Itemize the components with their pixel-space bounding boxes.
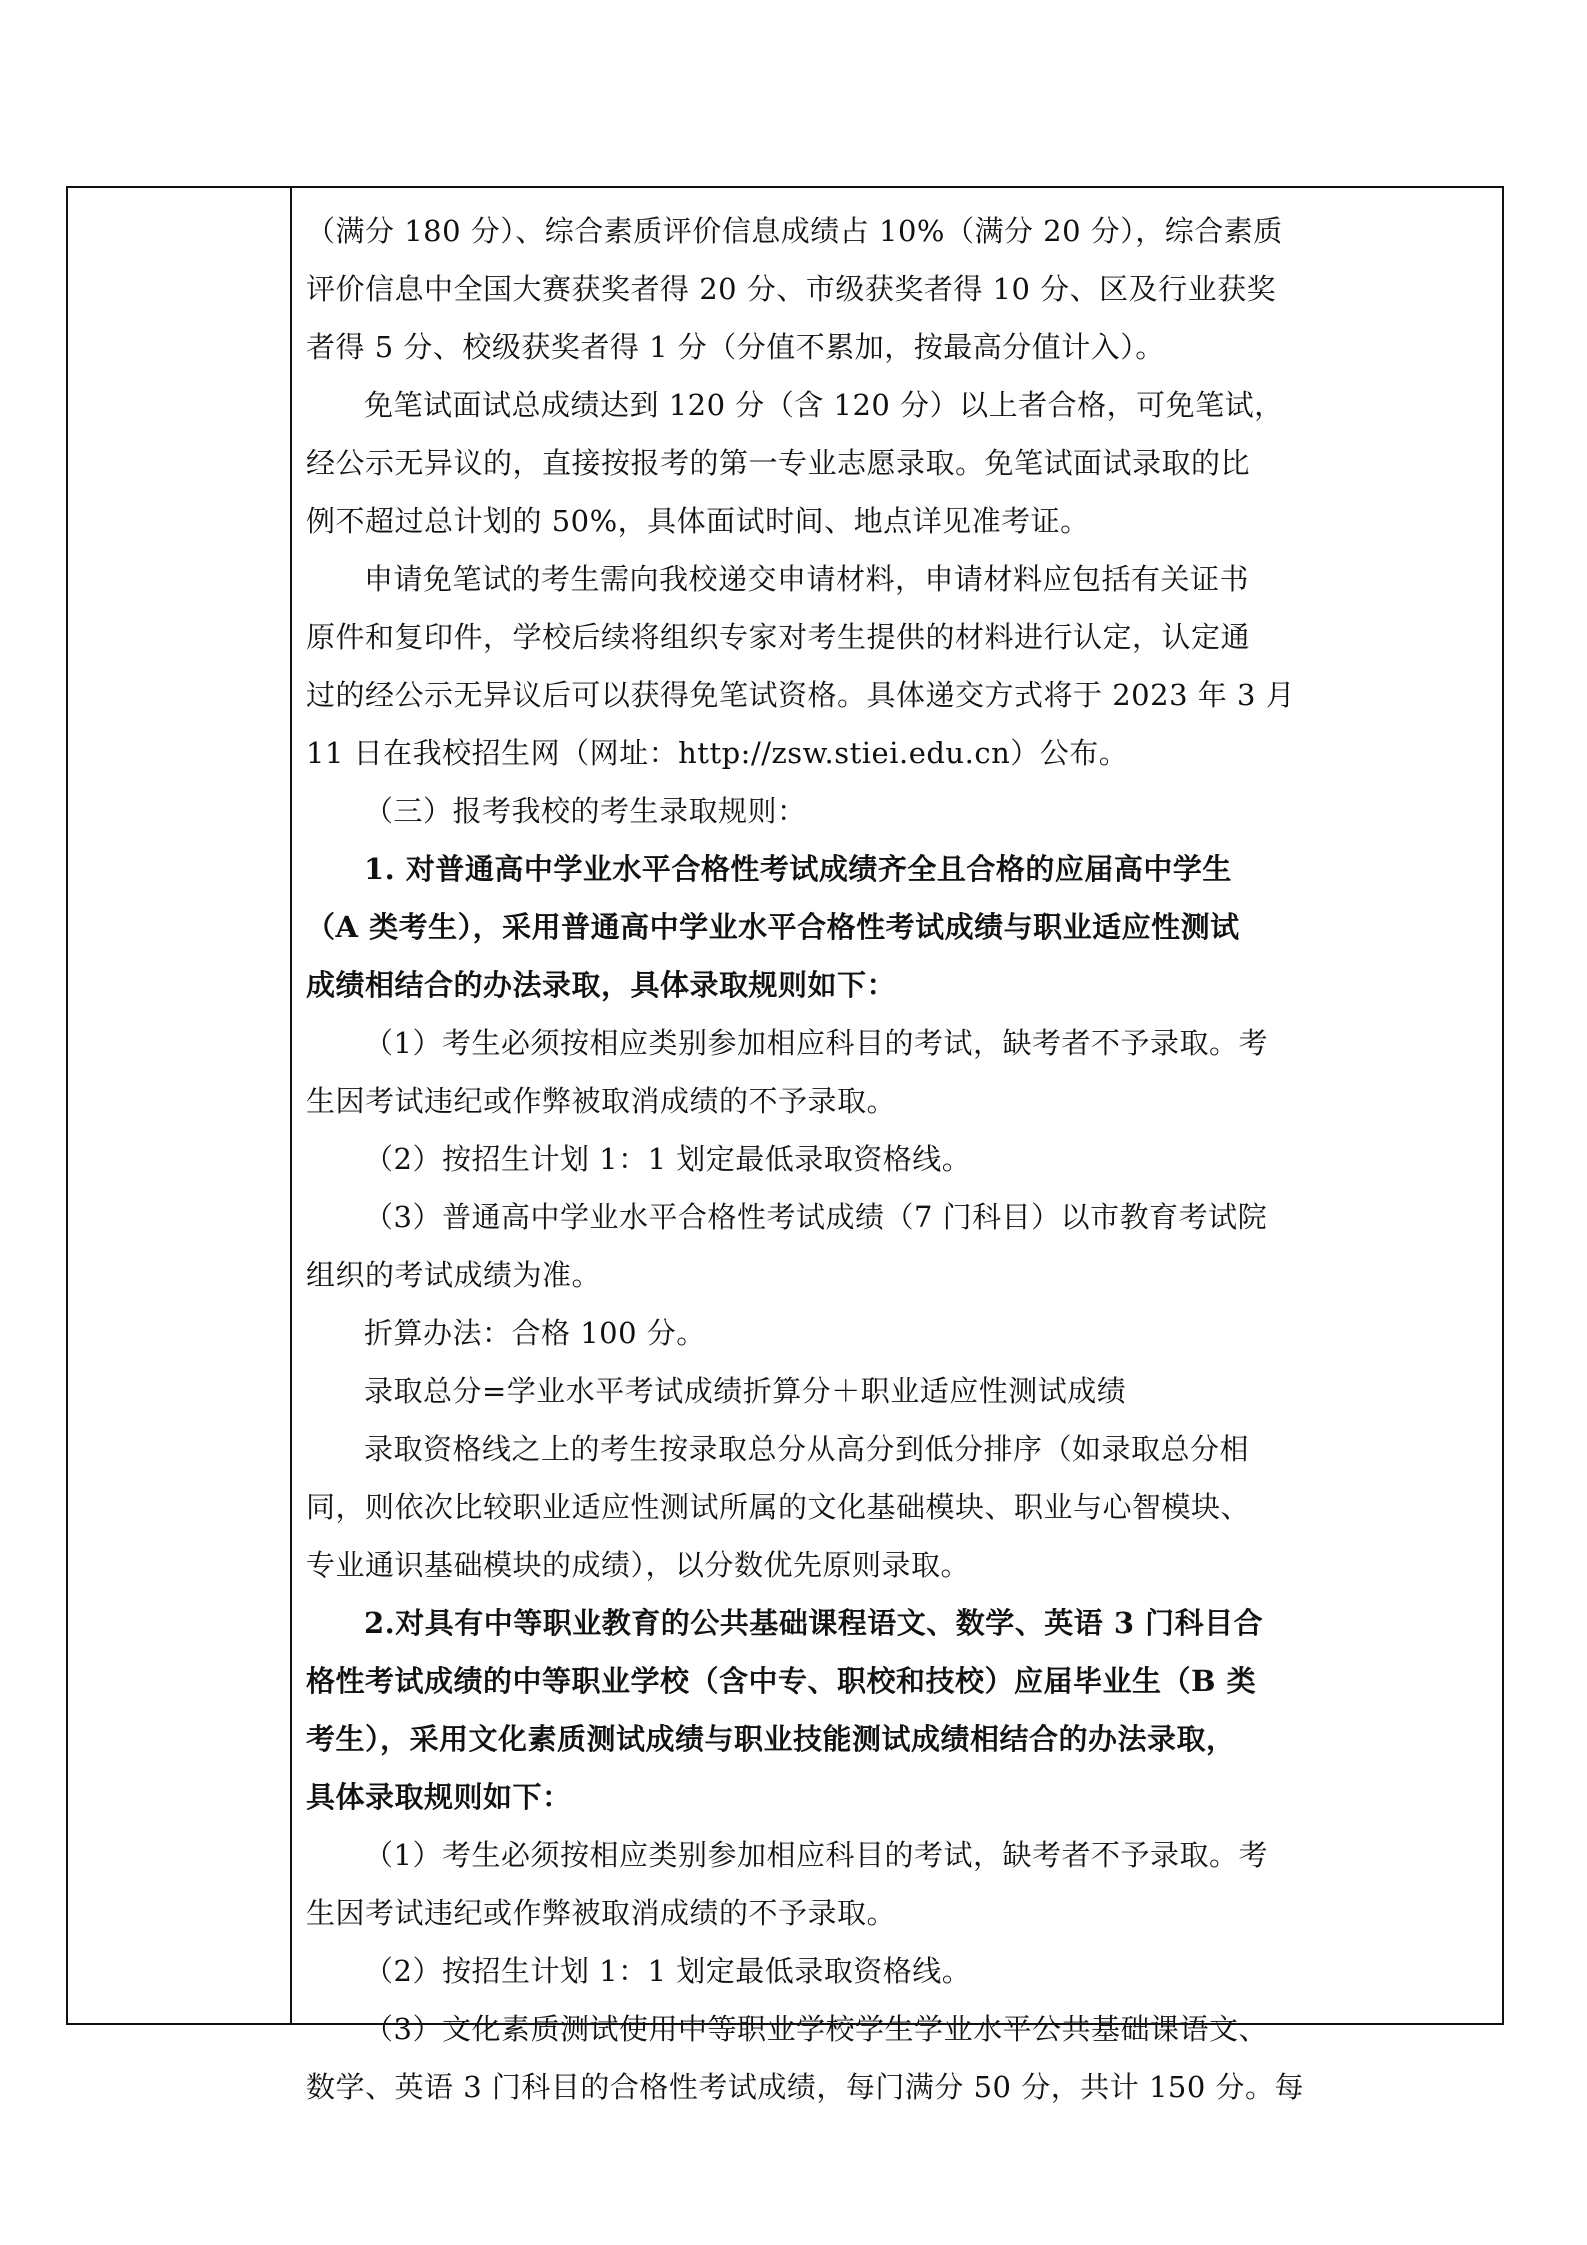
- text-line: 生因考试违纪或作弊被取消成绩的不予录取。: [306, 1084, 897, 1118]
- text-line: 原件和复印件，学校后续将组织专家对考生提供的材料进行认定，认定通: [306, 620, 1251, 654]
- text-line: 成绩相结合的办法录取，具体录取规则如下：: [306, 968, 897, 1002]
- text-line: （1）考生必须按相应类别参加相应科目的考试，缺考者不予录取。考: [364, 1838, 1268, 1872]
- text-line: 2.对具有中等职业教育的公共基础课程语文、数学、英语 3 门科目合: [364, 1606, 1264, 1640]
- text-line: 1. 对普通高中学业水平合格性考试成绩齐全且合格的应届高中学生: [364, 852, 1232, 886]
- text-line: 折算办法：合格 100 分。: [364, 1316, 706, 1350]
- text-line: 过的经公示无异议后可以获得免笔试资格。具体递交方式将于 2023 年 3 月: [306, 678, 1296, 712]
- text-line: 专业通识基础模块的成绩），以分数优先原则录取。: [306, 1548, 971, 1582]
- text-line: 录取总分=学业水平考试成绩折算分＋职业适应性测试成绩: [364, 1374, 1127, 1408]
- text-line: （A 类考生），采用普通高中学业水平合格性考试成绩与职业适应性测试: [306, 910, 1240, 944]
- text-line: 格性考试成绩的中等职业学校（含中专、职校和技校）应届毕业生（B 类: [306, 1664, 1257, 1698]
- text-line: 11 日在我校招生网（网址：http://zsw.stiei.edu.cn）公布。: [306, 736, 1129, 770]
- text-line: 申请免笔试的考生需向我校递交申请材料，申请材料应包括有关证书: [364, 562, 1250, 596]
- text-line: （1）考生必须按相应类别参加相应科目的考试，缺考者不予录取。考: [364, 1026, 1268, 1060]
- text-line: 经公示无异议的，直接按报考的第一专业志愿录取。免笔试面试录取的比: [306, 446, 1251, 480]
- text-line: 例不超过总计划的 50%，具体面试时间、地点详见准考证。: [306, 504, 1090, 538]
- text-line: 免笔试面试总成绩达到 120 分（含 120 分）以上者合格，可免笔试，: [364, 388, 1284, 422]
- text-line: 同，则依次比较职业适应性测试所属的文化基础模块、职业与心智模块、: [306, 1490, 1251, 1524]
- table-left-cell: [68, 188, 290, 2023]
- text-line: （三）报考我校的考生录取规则：: [364, 794, 807, 828]
- column-divider: [290, 188, 292, 2023]
- text-line: （2）按招生计划 1：1 划定最低录取资格线。: [364, 1954, 972, 1988]
- table-content-cell: [306, 202, 1490, 2116]
- text-line: 评价信息中全国大赛获奖者得 20 分、市级获奖者得 10 分、区及行业获奖: [306, 272, 1277, 306]
- text-line: 考生），采用文化素质测试成绩与职业技能测试成绩相结合的办法录取，: [306, 1722, 1236, 1756]
- content-table: [66, 186, 1504, 2104]
- text-line: 者得 5 分、校级获奖者得 1 分（分值不累加，按最高分值计入）。: [306, 330, 1165, 364]
- text-line: 组织的考试成绩为准。: [306, 1258, 602, 1292]
- text-line: 数学、英语 3 门科目的合格性考试成绩，每门满分 50 分，共计 150 分。每: [306, 2070, 1305, 2104]
- text-line: （2）按招生计划 1：1 划定最低录取资格线。: [364, 1142, 972, 1176]
- text-line: 录取资格线之上的考生按录取总分从高分到低分排序（如录取总分相: [364, 1432, 1250, 1466]
- text-line: 生因考试违纪或作弊被取消成绩的不予录取。: [306, 1896, 897, 1930]
- text-line: （满分 180 分）、综合素质评价信息成绩占 10%（满分 20 分），综合素质: [306, 214, 1283, 248]
- text-line: （3）文化素质测试使用中等职业学校学生学业水平公共基础课语文、: [364, 2012, 1268, 2046]
- text-line: 具体录取规则如下：: [306, 1780, 572, 1814]
- text-line: （3）普通高中学业水平合格性考试成绩（7 门科目）以市教育考试院: [364, 1200, 1268, 1234]
